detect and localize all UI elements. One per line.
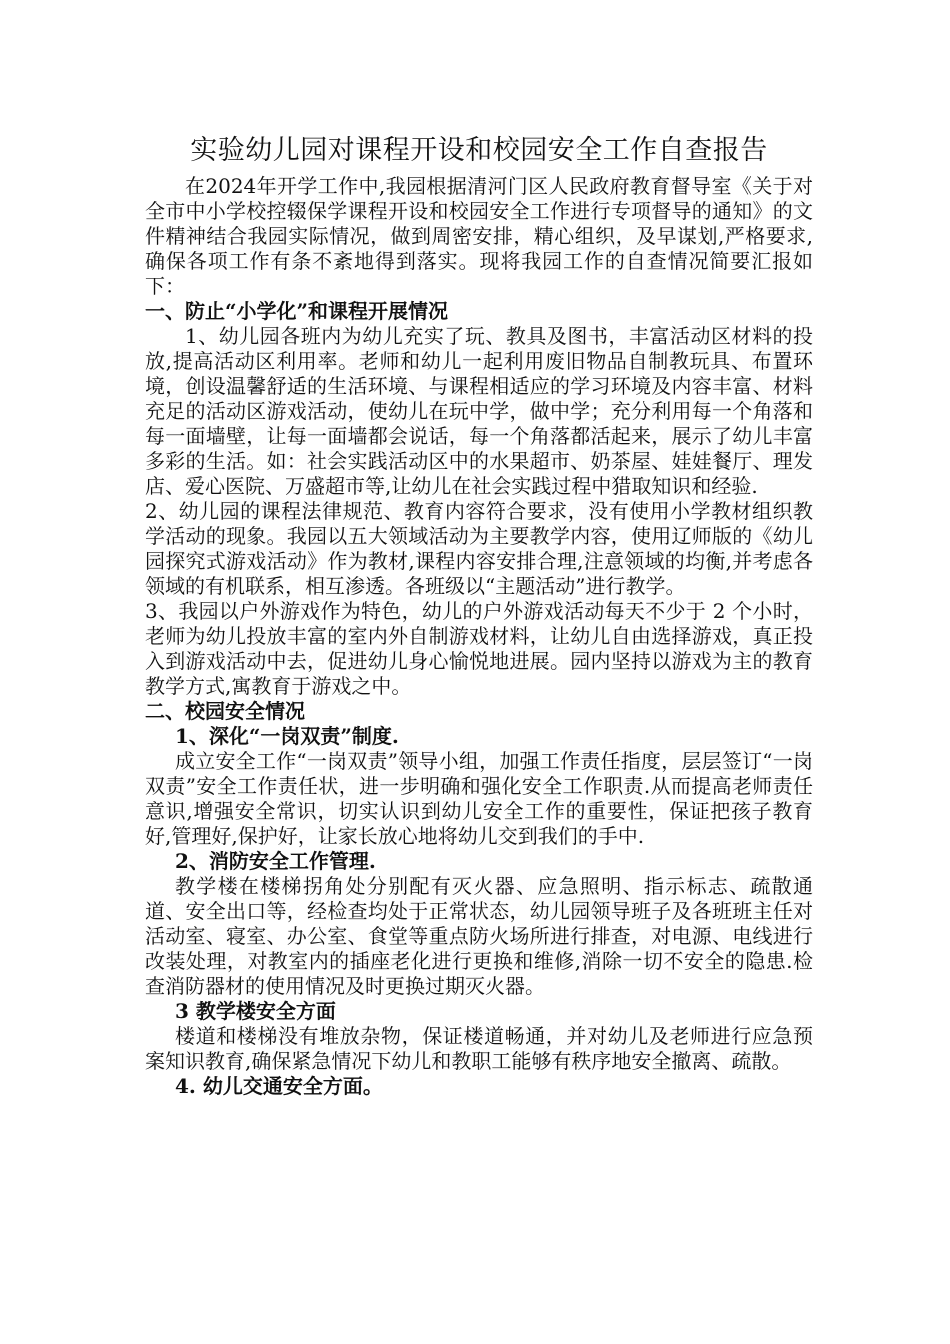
subsection-2-heading: 2、消防安全工作管理.: [175, 849, 376, 873]
intro-paragraph: 在2024年开学工作中,我园根据清河门区人民政府教育督导室《关于对全市中小学校控辍保学课程开设和校园安全工作进行专项督导的通知》的文件精神结合我园实际情况，做到周密安排，精心组织，及早谋划,严格要求,确保各项工作有条不紊地得到落实。现将我园工作的自查情况简要汇报如下：: [145, 174, 813, 298]
section-1-paragraph-2: 2、幼儿园的课程法律规范、教育内容符合要求，没有使用小学教材组织教学活动的现象。我园以五大领域活动为主要教学内容，使用辽师版的《幼儿园探究式游戏活动》作为教材,课程内容安排合理,注意领域的均衡,并考虑各领域的有机联系，相互渗透。各班级以“主题活动”进行教学。: [145, 499, 813, 598]
subsection-2-body: 教学楼在楼梯拐角处分别配有灭火器、应急照明、指示标志、疏散通道、安全出口等，经检查均处于正常状态，幼儿园领导班子及各班班主任对活动室、寝室、办公室、食堂等重点防火场所进行排查，对电源、电线进行改装处理，对教室内的插座老化进行更换和维修,消除一切不安全的隐患.检查消防器材的使用情况及时更换过期灭火器。: [145, 874, 813, 998]
document-title: 实验幼儿园对课程开设和校园安全工作自查报告: [190, 135, 768, 166]
subsection-3-body: 楼道和楼梯没有堆放杂物，保证楼道畅通，并对幼儿及老师进行应急预案知识教育,确保紧急情况下幼儿和教职工能够有秩序地安全撤离、疏散。: [145, 1024, 813, 1073]
section-2-heading: 二、校园安全情况: [145, 699, 305, 723]
document-content: [145, 132, 813, 1099]
section-1-paragraph-3: 3、我园以户外游戏作为特色，幼儿的户外游戏活动每天不少于 2 个小时，老师为幼儿投放丰富的室内外自制游戏材料，让幼儿自由选择游戏，真正投入到游戏活动中去，促进幼儿身心愉悦地进展。园内坚持以游戏为主的教育教学方式,寓教育于游戏之中。: [145, 599, 813, 698]
subsection-4-heading: 4. 幼儿交通安全方面。: [175, 1074, 383, 1098]
subsection-3-heading: 3 教学楼安全方面: [175, 999, 336, 1023]
subsection-1-body: 成立安全工作“一岗双责”领导小组，加强工作责任指度，层层签订“一岗双责”安全工作责任状，进一步明确和强化安全工作职责.从而提高老师责任意识,增强安全常识，切实认识到幼儿安全工作的重要性，保证把孩子教育好,管理好,保护好，让家长放心地将幼儿交到我们的手中.: [145, 749, 813, 848]
section-1-heading: 一、防止“小学化”和课程开展情况: [145, 299, 449, 323]
subsection-1-heading: 1、深化“一岗双责”制度.: [175, 724, 399, 748]
section-1-paragraph-1: 1、幼儿园各班内为幼儿充实了玩、教具及图书，丰富活动区材料的投放,提高活动区利用率。老师和幼儿一起利用废旧物品自制教玩具、布置环境，创设温馨舒适的生活环境、与课程相适应的学习环境及内容丰富、材料充足的活动区游戏活动，使幼儿在玩中学，做中学；充分利用每一个角落和每一面墙壁，让每一面墙都会说话，每一个角落都活起来，展示了幼儿丰富多彩的生活。如：社会实践活动区中的水果超市、奶茶屋、娃娃餐厅、理发店、爱心医院、万盛超市等,让幼儿在社会实践过程中猎取知识和经验.: [145, 324, 813, 498]
